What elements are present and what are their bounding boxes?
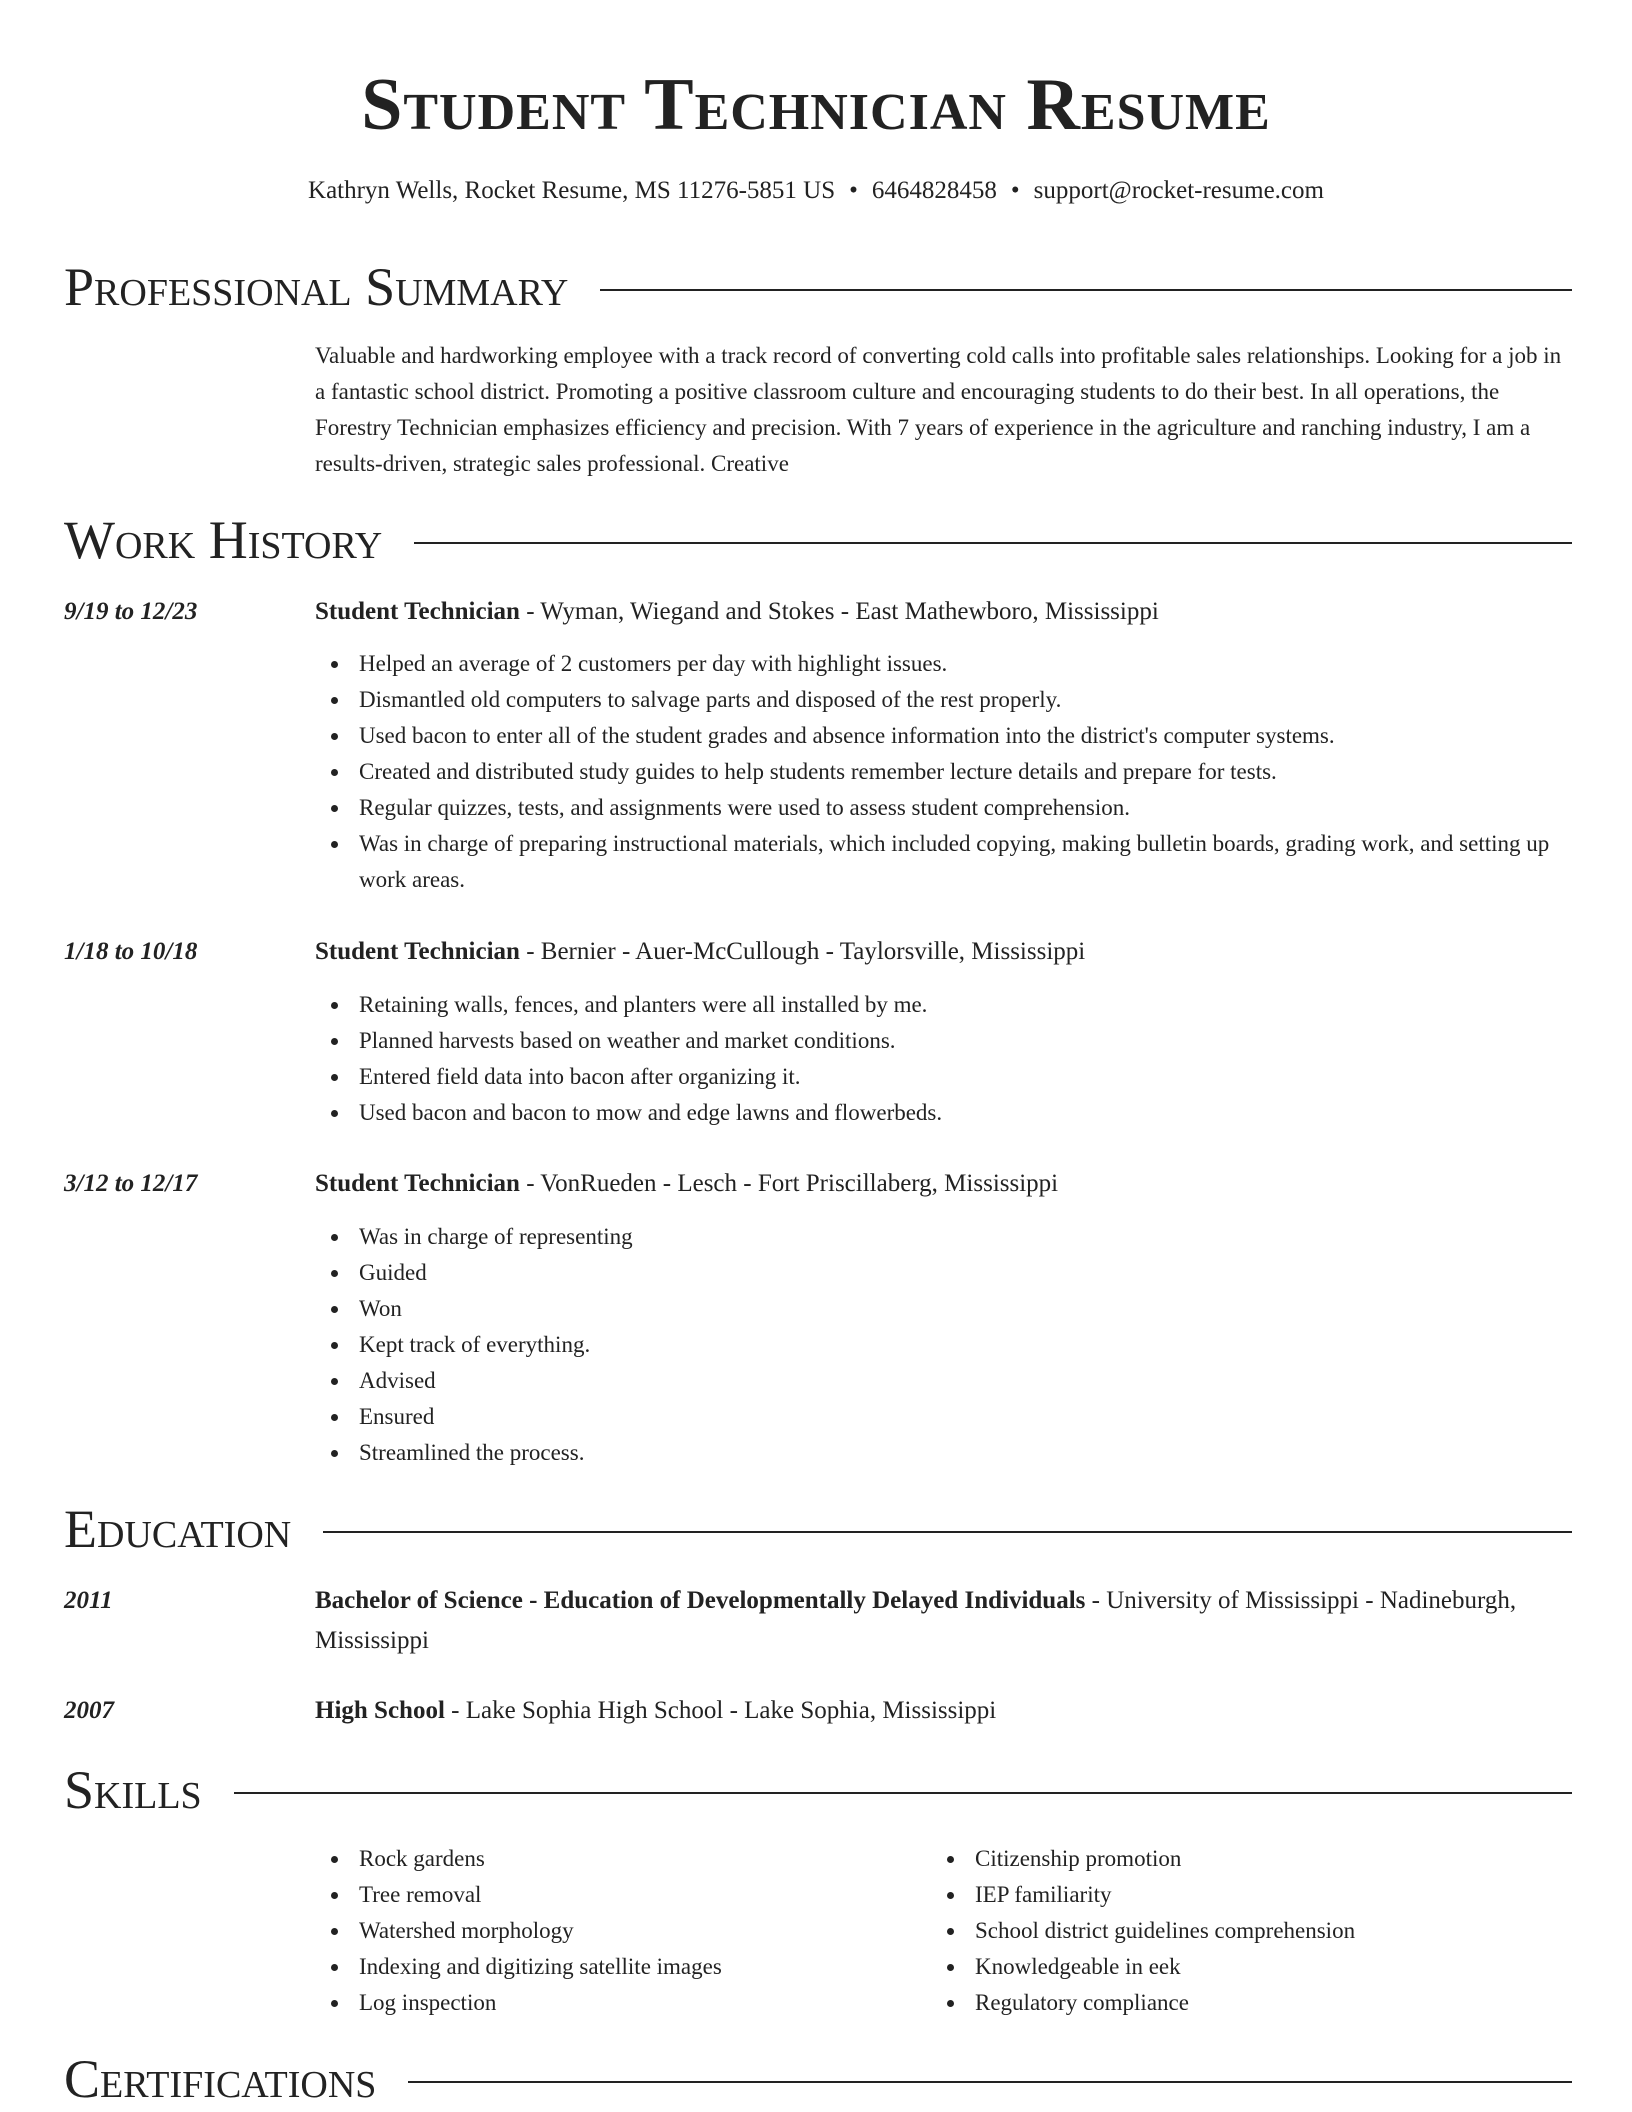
section-skills-header bbox=[64, 1757, 1572, 1823]
job-title bbox=[315, 932, 1573, 972]
list-item: Won bbox=[315, 1291, 1573, 1327]
skill-item: Log inspection bbox=[315, 1985, 1573, 2021]
section-certifications-header bbox=[64, 2046, 1572, 2112]
job-title bbox=[315, 1164, 1573, 1204]
job-employer: - Bernier - Auer-McCullough - Taylorsville, Mississippi bbox=[519, 938, 1086, 965]
list-item: Guided bbox=[315, 1255, 1573, 1291]
contact-address: Kathryn Wells, Rocket Resume, MS 11276-5851 US bbox=[308, 177, 836, 204]
skills-list-right bbox=[931, 1841, 1632, 2021]
education-degree: High School bbox=[315, 1697, 445, 1724]
job-bullets bbox=[315, 646, 1573, 898]
list-item: Used bacon and bacon to mow and edge lawns and flowerbeds. bbox=[315, 1095, 1573, 1131]
section-summary-header bbox=[64, 254, 1572, 320]
skill-item: Citizenship promotion bbox=[931, 1841, 1632, 1877]
skill-item: Regulatory compliance bbox=[931, 1985, 1632, 2021]
resume-title: Student Technician Resume bbox=[361, 64, 1271, 146]
section-rule bbox=[600, 289, 1572, 291]
section-rule bbox=[408, 2081, 1572, 2083]
section-work-header bbox=[64, 507, 1572, 573]
skill-item: IEP familiarity bbox=[931, 1877, 1632, 1913]
job-dates: 1/18 to 10/18 bbox=[64, 938, 198, 965]
contact-email: support@rocket-resume.com bbox=[1033, 177, 1324, 204]
list-item: Streamlined the process. bbox=[315, 1435, 1573, 1471]
section-heading: Certifications bbox=[64, 2049, 377, 2109]
list-item: Was in charge of representing bbox=[315, 1219, 1573, 1255]
section-rule bbox=[234, 1792, 1572, 1794]
section-education-header bbox=[64, 1496, 1572, 1562]
job-role: Student Technician bbox=[315, 938, 520, 965]
job-title bbox=[315, 592, 1573, 632]
education-school: - Lake Sophia High School - Lake Sophia, Mississippi bbox=[444, 1697, 997, 1724]
job-employer: - Wyman, Wiegand and Stokes - East Mathewboro, Mississippi bbox=[519, 598, 1159, 625]
section-heading: Skills bbox=[64, 1760, 202, 1820]
education-entry bbox=[315, 1581, 1573, 1661]
list-item: Advised bbox=[315, 1363, 1573, 1399]
list-item: Dismantled old computers to salvage parts and disposed of the rest properly. bbox=[315, 682, 1573, 718]
list-item: Helped an average of 2 customers per day with highlight issues. bbox=[315, 646, 1573, 682]
list-item: Planned harvests based on weather and market conditions. bbox=[315, 1023, 1573, 1059]
job-dates: 9/19 to 12/23 bbox=[64, 598, 198, 625]
section-heading: Education bbox=[64, 1499, 292, 1559]
list-item: Ensured bbox=[315, 1399, 1573, 1435]
contact-line bbox=[0, 176, 1632, 206]
education-school: - University of Mississippi - Nadineburgh, Mississippi bbox=[315, 1587, 1517, 1654]
job-employer: - VonRueden - Lesch - Fort Priscillaberg, Mississippi bbox=[519, 1170, 1059, 1197]
list-item: Created and distributed study guides to help students remember lecture details and prepare for tests. bbox=[315, 754, 1573, 790]
job-role: Student Technician bbox=[315, 1170, 520, 1197]
section-heading: Professional Summary bbox=[64, 257, 569, 317]
job-role: Student Technician bbox=[315, 598, 520, 625]
skill-item: Indexing and digitizing satellite images bbox=[315, 1949, 1573, 1985]
list-item: Kept track of everything. bbox=[315, 1327, 1573, 1363]
contact-phone: 6464828458 bbox=[871, 177, 997, 204]
education-year: 2007 bbox=[64, 1697, 114, 1724]
list-item: Was in charge of preparing instructional materials, which included copying, making bulletin boards, grading work, and setting up work areas. bbox=[315, 826, 1573, 898]
contact-separator: • bbox=[849, 177, 858, 204]
job-dates: 3/12 to 12/17 bbox=[64, 1170, 198, 1197]
skill-item: School district guidelines comprehension bbox=[931, 1913, 1632, 1949]
list-item: Used bacon to enter all of the student grades and absence information into the district's computer systems. bbox=[315, 718, 1573, 754]
education-degree: Bachelor of Science - Education of Developmentally Delayed Individuals bbox=[315, 1587, 1086, 1614]
section-heading: Work History bbox=[64, 510, 383, 570]
section-rule bbox=[414, 542, 1572, 544]
education-entry bbox=[315, 1691, 1573, 1731]
list-item: Regular quizzes, tests, and assignments were used to assess student comprehension. bbox=[315, 790, 1573, 826]
job-bullets bbox=[315, 1219, 1573, 1471]
skill-item: Tree removal bbox=[315, 1877, 1573, 1913]
section-rule bbox=[323, 1531, 1572, 1533]
skill-item: Knowledgeable in eek bbox=[931, 1949, 1632, 1985]
job-bullets bbox=[315, 987, 1573, 1131]
list-item: Entered field data into bacon after organizing it. bbox=[315, 1059, 1573, 1095]
skill-item: Rock gardens bbox=[315, 1841, 1573, 1877]
contact-separator: • bbox=[1010, 177, 1020, 204]
list-item: Retaining walls, fences, and planters were all installed by me. bbox=[315, 987, 1573, 1023]
education-year: 2011 bbox=[64, 1587, 113, 1614]
skill-item: Watershed morphology bbox=[315, 1913, 1573, 1949]
summary-text: Valuable and hardworking employee with a track record of converting cold calls into profitable sales relationships. Looking for a job in a fantastic school district. Promoting a positive classroom culture and encouraging students to do their best. In all operations, the Forestry Technician emphasizes efficiency and precision. With 7 years of experience in the agriculture and ranching industry, I am a results-driven, strategic sales professional. Creative bbox=[315, 343, 1562, 476]
